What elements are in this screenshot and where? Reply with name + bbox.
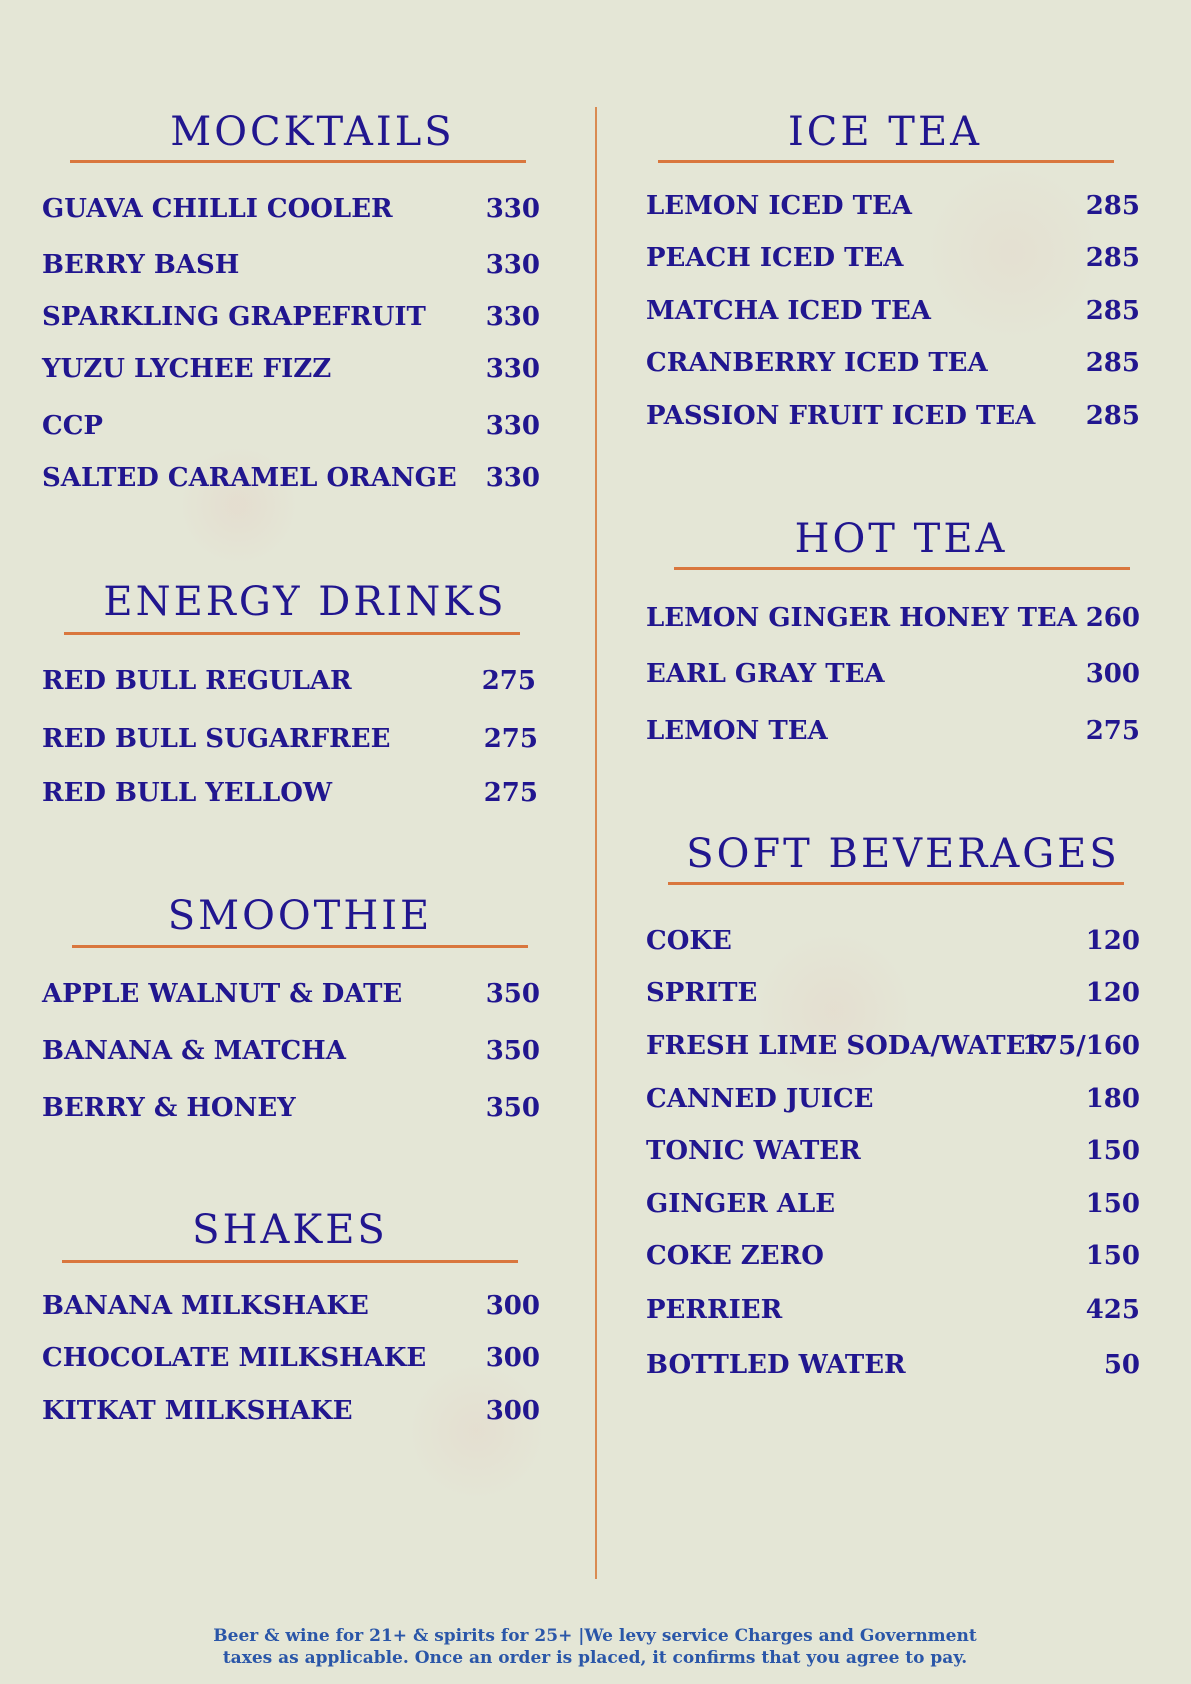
item-name: YUZU LYCHEE FIZZ [42, 354, 332, 384]
footer-line: taxes as applicable. Once an order is placed, it confirms that you agree to pay. [222, 1648, 968, 1668]
item-price: 260 [1085, 603, 1140, 633]
item-name: EARL GRAY TEA [646, 659, 885, 689]
item-price: 425 [1085, 1295, 1140, 1325]
item-price: 330 [485, 194, 540, 224]
section-underline [70, 160, 526, 163]
section-underline [668, 882, 1124, 885]
item-name: BANANA & MATCHA [42, 1036, 346, 1066]
item-price: 285 [1085, 296, 1140, 326]
item-price: 275 [483, 724, 538, 754]
item-price: 285 [1085, 191, 1140, 221]
item-price: 50 [1103, 1350, 1140, 1380]
section-title-mocktails: MOCKTAILS [170, 109, 455, 155]
section-title-soft-beverages: SOFT BEVERAGES [686, 831, 1120, 877]
item-name: COKE [646, 926, 732, 956]
item-price: 120 [1085, 978, 1140, 1008]
item-price: 150 [1085, 1189, 1140, 1219]
section-underline [62, 1260, 518, 1263]
item-name: CHOCOLATE MILKSHAKE [42, 1343, 427, 1373]
section-underline [64, 632, 520, 635]
item-price: 330 [485, 250, 540, 280]
item-price: 350 [485, 1036, 540, 1066]
section-underline [72, 945, 528, 948]
item-name: BERRY & HONEY [42, 1093, 296, 1123]
footer-disclaimer [180, 1625, 1010, 1669]
item-name: GINGER ALE [646, 1189, 836, 1219]
item-price: 330 [485, 463, 540, 493]
item-name: BANANA MILKSHAKE [42, 1291, 369, 1321]
item-price: 350 [485, 1093, 540, 1123]
item-name: MATCHA ICED TEA [646, 296, 931, 326]
item-price: 275 [481, 666, 536, 696]
section-title-energy-drinks: ENERGY DRINKS [103, 579, 507, 625]
item-price: 150 [1085, 1136, 1140, 1166]
section-underline [674, 567, 1130, 570]
item-price: 350 [485, 979, 540, 1009]
section-title-hot-tea: HOT TEA [794, 516, 1008, 562]
section-title-shakes: SHAKES [192, 1207, 388, 1253]
item-name: CANNED JUICE [646, 1084, 874, 1114]
item-name: LEMON ICED TEA [646, 191, 912, 221]
item-price: 275 [483, 778, 538, 808]
item-name: RED BULL YELLOW [42, 778, 333, 808]
item-name: SPRITE [646, 978, 758, 1008]
item-price: 285 [1085, 348, 1140, 378]
footer-line: Beer & wine for 21+ & spirits for 25+ |We levy service Charges and Government [213, 1626, 977, 1646]
item-price: 330 [485, 354, 540, 384]
item-name: APPLE WALNUT & DATE [42, 979, 403, 1009]
item-price: 300 [1085, 659, 1140, 689]
item-name: LEMON TEA [646, 716, 828, 746]
item-name: CRANBERRY ICED TEA [646, 348, 988, 378]
item-name: KITKAT MILKSHAKE [42, 1396, 353, 1426]
item-price: 285 [1085, 243, 1140, 273]
item-name: LEMON GINGER HONEY TEA [646, 603, 1077, 633]
item-name: BOTTLED WATER [646, 1350, 906, 1380]
item-name: TONIC WATER [646, 1136, 861, 1166]
item-price: 300 [485, 1343, 540, 1373]
item-price: 120 [1085, 926, 1140, 956]
item-name: SPARKLING GRAPEFRUIT [42, 302, 426, 332]
section-underline [658, 160, 1114, 163]
item-name: RED BULL SUGARFREE [42, 724, 391, 754]
item-price: 275 [1085, 716, 1140, 746]
item-name: PERRIER [646, 1295, 783, 1325]
item-name: BERRY BASH [42, 250, 240, 280]
item-price: 180 [1085, 1084, 1140, 1114]
item-name: SALTED CARAMEL ORANGE [42, 463, 457, 493]
section-title-smoothie: SMOOTHIE [167, 893, 433, 939]
section-title-ice-tea: ICE TEA [787, 109, 983, 155]
column-divider [595, 107, 597, 1579]
item-name: PASSION FRUIT ICED TEA [646, 401, 1036, 431]
item-price: 300 [485, 1396, 540, 1426]
item-price: 300 [485, 1291, 540, 1321]
item-name: PEACH ICED TEA [646, 243, 904, 273]
item-name: GUAVA CHILLI COOLER [42, 194, 393, 224]
item-price: 150 [1085, 1241, 1140, 1271]
item-name: CCP [42, 411, 103, 441]
item-price: 330 [485, 411, 540, 441]
item-name: RED BULL REGULAR [42, 666, 352, 696]
item-price: 330 [485, 302, 540, 332]
item-name: FRESH LIME SODA/WATER [646, 1031, 1048, 1061]
item-name: COKE ZERO [646, 1241, 824, 1271]
item-price: 285 [1085, 401, 1140, 431]
item-price: 175/160 [1021, 1031, 1140, 1061]
